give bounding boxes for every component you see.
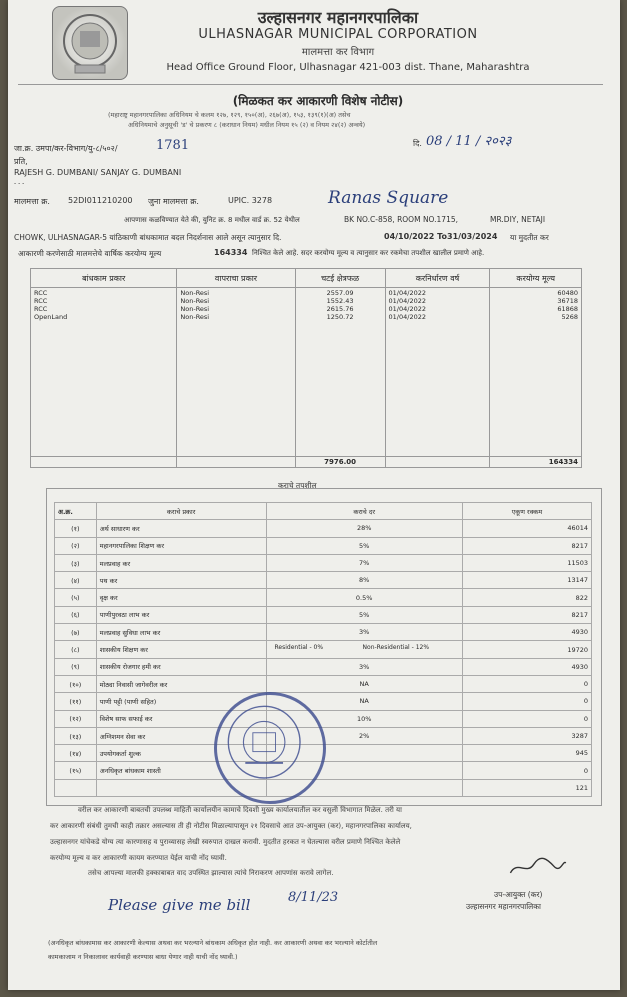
col-rateable-value: करयोग्य मूल्य [490, 269, 582, 288]
levy-row [55, 658, 592, 675]
levy-col-type: कराचे प्रकार [96, 503, 266, 520]
usage-types [177, 288, 295, 457]
levy-type: मलप्रवाह सुविधा लाभ कर [96, 624, 266, 641]
levy-type: उपयोगकर्ता शुल्क [96, 745, 266, 762]
levy-rate: 8% [266, 572, 462, 589]
levy-amount: 4930 [462, 658, 591, 675]
notice-document [8, 0, 620, 990]
levy-amount: 0 [462, 710, 591, 727]
usage-type: Non-Resi [180, 289, 210, 298]
levy-type: पाणी पट्टी (पाणी सहित) [96, 693, 266, 710]
disclaimer-line-1: (अनधिकृत बांधकामास कर आकारणी केल्यास अथवा कर भरल्याने बांधकाम अधिकृत होत नाही. कर आकारणी अथवा कर भरल्याने कोर्टातील [48, 939, 378, 947]
levy-serial: (९) [55, 658, 97, 675]
levy-type: शासकीय रोजगार हमी कर [96, 658, 266, 675]
property-number: 52DI011210200 [68, 196, 133, 205]
levy-row [55, 554, 592, 571]
levy-row [55, 589, 592, 606]
levy-type: पाणीपुरवठा लाभ कर [96, 606, 266, 623]
old-property-label: जुना मालमत्ता क्र. [148, 197, 199, 206]
construction-type: RCC [34, 305, 48, 314]
reference-number: 1781 [156, 138, 190, 153]
signatory-organisation: उल्हासनगर महानगरपालिका [466, 902, 541, 911]
levy-serial: (११) [55, 693, 97, 710]
levy-row [55, 606, 592, 623]
levy-rate: 5% [266, 537, 462, 554]
levy-serial: (१३) [55, 727, 97, 744]
levy-amount: 19720 [462, 641, 591, 658]
carpet-areas [295, 288, 385, 457]
levy-serial: (१५) [55, 762, 97, 779]
levy-serial: (१४) [55, 745, 97, 762]
levy-row [55, 779, 592, 796]
rateable-value: 61868 [557, 305, 578, 314]
levy-amount: 4930 [462, 624, 591, 641]
levy-serial: (६) [55, 606, 97, 623]
levy-type: विशेष साफ सफाई कर [96, 710, 266, 727]
levy-row [55, 520, 592, 537]
col-assessment-year: करनिर्धारण वर्ष [385, 269, 490, 288]
levy-serial: (४) [55, 572, 97, 589]
body-line-3: आकारणी करणेसाठी मालमत्तेचे वार्षिक करयोग्य मूल्य [18, 249, 162, 258]
rateable-values [490, 288, 582, 457]
levy-type: मोठ्या निवासी जागेवरील कर [96, 675, 266, 692]
construction-types [31, 288, 177, 457]
levy-type: शासकीय शिक्षण कर [96, 641, 266, 658]
body-line-2: CHOWK, ULHASNAGAR-5 यांठिकाणी बांधकामात बदल निदर्शनास आले असून त्यानुसार दि. [14, 233, 282, 242]
owner-address-dots: - - - [14, 180, 25, 187]
footer-paragraph-line-3: उल्हासनगर यांचेकडे योग्य त्या कारणासह व पुराव्यासह लेखी स्वरुपात दाखल करावी. मुदतीत हरकत न घेतल्यास वरील प्रमाणे निश्चित केलेले [50, 838, 401, 846]
assessment-year: 01/04/2022 [388, 305, 426, 314]
levy-amount: 3287 [462, 727, 591, 744]
levy-row [55, 624, 592, 641]
disclaimer-line-2: कामकाजाम न निकालावर कार्यवाही करण्यास बाधा येणार नाही याची नोंद घ्यावी.) [48, 953, 238, 961]
property-number-label: मालमत्ता क्र. [14, 197, 50, 206]
levy-type: अनधिकृत बांधकाम शास्ती [96, 762, 266, 779]
levy-amount: 0 [462, 693, 591, 710]
date-label: दि. [413, 139, 422, 148]
assessment-year: 01/04/2022 [388, 313, 426, 322]
levy-amount: 8217 [462, 606, 591, 623]
levy-serial: (१) [55, 520, 97, 537]
to-label: प्रति, [14, 157, 28, 166]
levy-amount: 0 [462, 762, 591, 779]
footer-paragraph-line-1: वरील कर आकारणी बाबतची उपलब्ध माहिती कार्यालयीन कामाचे दिवशी मुख्य कार्यालयातील कर वसुली विभागात मिळेल. तरी या [78, 806, 402, 814]
total-carpet-area: 7976.00 [295, 456, 385, 467]
usage-type: Non-Resi [180, 313, 210, 322]
levy-amount: 46014 [462, 520, 591, 537]
levy-rate: 2% [266, 727, 462, 744]
levy-amount: 13147 [462, 572, 591, 589]
levy-section-title: कराचे तपशील [278, 481, 317, 490]
footer-paragraph-line-2: कर आकारणी संबंधी तुमची काही तक्रार असल्यास ती ही नोटीस मिळाल्यापासून २१ दिवसाचे आत उप-आयुक्त (कर), महानगरपालिका कार्यालय, [50, 822, 412, 830]
org-name-marathi: उल्हासनगर महानगरपालिका [257, 8, 419, 27]
levy-rate: 10% [266, 710, 462, 727]
levy-row [55, 641, 592, 658]
handwritten-note: Please give me bill [108, 896, 251, 914]
upic-number: UPIC. 3278 [228, 196, 273, 205]
levy-col-rate: कराचे दर [266, 503, 462, 520]
rateable-value: 36718 [557, 297, 578, 306]
levy-serial: (३) [55, 554, 97, 571]
levy-type: मलप्रवाह कर [96, 554, 266, 571]
office-address: Head Office Ground Floor, Ulhasnagar 421-003 dist. Thane, Maharashtra [166, 62, 530, 73]
levy-rate: 3% [266, 624, 462, 641]
notice-legal-line-2: अधिनियमाचे अनुसूची 'ड' चे प्रकरण ८ (कराधान नियम) मधील नियम १५ (२) व नियम २४(२) अन्वये) [128, 121, 366, 129]
levy-serial [55, 779, 97, 796]
body-line-1-address-cont: MR.DIY, NETAJI [490, 215, 546, 224]
levy-row [55, 675, 592, 692]
reference-label: जा.क्र. उमपा/कर-विभाग/यु-८/५०२/ [14, 144, 118, 153]
levy-rate: 3% [266, 658, 462, 675]
col-construction-type: बांधकाम प्रकार [31, 269, 177, 288]
handwritten-note-date: 8/11/23 [288, 890, 339, 905]
levy-amount: 822 [462, 589, 591, 606]
levy-rate: 0.5% [266, 589, 462, 606]
col-carpet-area: चटई क्षेत्रफळ [295, 269, 385, 288]
levy-amount: 11503 [462, 554, 591, 571]
levy-col-amount: एकूण रक्कम [462, 503, 591, 520]
levy-amount: 0 [462, 675, 591, 692]
levy-row [55, 693, 592, 710]
owner-name: RAJESH G. DUMBANI/ SANJAY G. DUMBANI [14, 168, 182, 177]
levy-amount: 8217 [462, 537, 591, 554]
levy-rate: NA [266, 675, 462, 692]
levy-type: अग्निशमन सेवा कर [96, 727, 266, 744]
levy-amount: 121 [462, 779, 591, 796]
assessment-year: 01/04/2022 [388, 289, 426, 298]
levy-type: वृक्ष कर [96, 589, 266, 606]
col-usage-type: वापराचा प्रकार [177, 269, 295, 288]
carpet-area: 1552.43 [326, 297, 354, 306]
handwritten-property-name: Ranas Square [328, 188, 449, 208]
construction-type: RCC [34, 297, 48, 306]
usage-type: Non-Resi [180, 305, 210, 314]
body-line-1: आपणास कळविण्यात येते की, युनिट क्र. 8 मधील वार्ड क्र. 52 येथील [124, 216, 300, 224]
rateable-value: 5268 [561, 313, 578, 322]
levy-rate: 7% [266, 554, 462, 571]
signatory-designation: उप-आयुक्त (कर) [494, 890, 543, 899]
levy-amount: 945 [462, 745, 591, 762]
carpet-area: 2615.76 [326, 305, 354, 314]
levy-rate: 28% [266, 520, 462, 537]
carpet-area: 2557.09 [326, 289, 354, 298]
levy-type: महानगरपालिका शिक्षण कर [96, 537, 266, 554]
construction-type: OpenLand [34, 313, 68, 322]
levy-serial: (२) [55, 537, 97, 554]
municipal-seal-logo [52, 6, 128, 80]
levy-rate: 5% [266, 606, 462, 623]
department-name: मालमत्ता कर विभाग [301, 47, 375, 58]
construction-type: RCC [34, 289, 48, 298]
body-line-1-address: BK NO.C-858, ROOM NO.1715, [344, 215, 459, 224]
rateable-value: 60480 [557, 289, 578, 298]
levy-type: पथ कर [96, 572, 266, 589]
org-name-english: ULHASNAGAR MUNICIPAL CORPORATION [198, 27, 478, 42]
corporation-round-stamp [214, 692, 326, 804]
notice-title: (मिळकत कर आकारणी विशेष नोटीस) [232, 94, 404, 108]
usage-type: Non-Resi [180, 297, 210, 306]
levy-rate-non-residential: Non-Residential - 12% [362, 644, 430, 652]
levy-rate [266, 641, 462, 658]
levy-serial: (८) [55, 641, 97, 658]
notice-legal-line-1: (महाराष्ट्र महानगरपालिका अधिनियम चे कलम १२७, १२९, १५०(अ), २६७(अ), १५३, १३९(१)(अ) तसेच [108, 111, 351, 119]
header-divider [18, 84, 603, 85]
levy-serial: (१०) [55, 675, 97, 692]
assessment-years [385, 288, 490, 457]
body-line-2-cont: या मुदतीत कर [510, 233, 549, 242]
levy-row [55, 710, 592, 727]
levy-row [55, 572, 592, 589]
levy-rate-residential: Residential - 0% [274, 644, 324, 652]
body-line-3-cont: निश्चित केले आहे. सदर करयोग्य मूल्य व त्यानुसार कर रकमेचा तपशील खालील प्रमाणे आहे. [252, 249, 485, 257]
levy-serial: (५) [55, 589, 97, 606]
property-assessment-table [30, 268, 582, 468]
total-rateable-value: 164334 [490, 456, 582, 467]
notice-date: 08 / 11 / २०२३ [426, 134, 512, 149]
levy-rate: NA [266, 693, 462, 710]
assessment-period: 04/10/2022 To31/03/2024 [384, 232, 498, 241]
footer-paragraph-line-4: करयोग्य मूल्य व कर आकारणी कायम करण्यात येईल याची नोंद घ्यावी. [50, 854, 227, 862]
levy-col-serial: अ.क्र. [55, 503, 97, 520]
levy-serial: (७) [55, 624, 97, 641]
levy-serial: (१२) [55, 710, 97, 727]
footer-paragraph-line-5: तसेच आपल्या मालकी हक्काबाबत वाद उपस्थित झाल्यास त्यांचे निराकरण आपणांस करावे लागेल. [88, 869, 334, 877]
officer-signature [507, 853, 569, 882]
carpet-area: 1250.72 [326, 313, 354, 322]
annual-rateable-value: 164334 [214, 248, 248, 257]
levy-type: अर्थ साधारण कर [96, 520, 266, 537]
assessment-year: 01/04/2022 [388, 297, 426, 306]
levy-row [55, 537, 592, 554]
